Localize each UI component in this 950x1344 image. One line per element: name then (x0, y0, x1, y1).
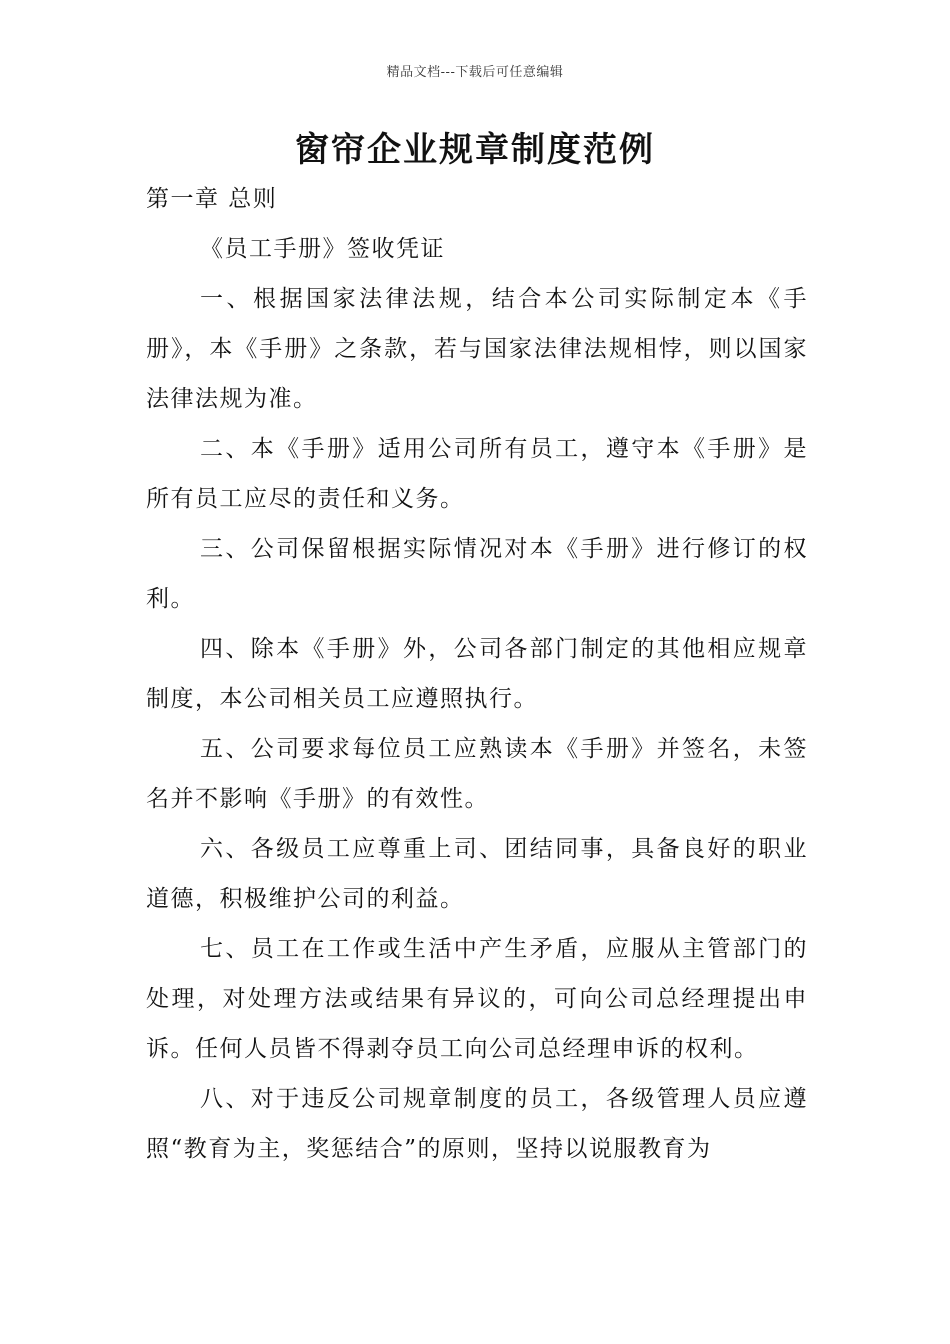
paragraph-4: 四、除本《手册》外，公司各部门制定的其他相应规章制度，本公司相关员工应遵照执行。 (146, 636, 808, 712)
paragraph-5: 五、公司要求每位员工应熟读本《手册》并签名，未签名并不影响《手册》的有效性。 (146, 736, 808, 812)
paragraph-7: 七、员工在工作或生活中产生矛盾，应服从主管部门的处理，对处理方法或结果有异议的，可向公司总经理提出申诉。任何人员皆不得剥夺员工向公司总经理申诉的权利。 (146, 936, 808, 1062)
paragraph-2: 二、本《手册》适用公司所有员工，遵守本《手册》是所有员工应尽的责任和义务。 (146, 436, 808, 512)
paragraph-6: 六、各级员工应尊重上司、团结同事，具备良好的职业道德，积极维护公司的利益。 (146, 836, 808, 912)
document-title: 窗帘企业规章制度范例 (295, 130, 655, 170)
chapter-heading: 第一章 总则 (146, 186, 278, 212)
paragraph-1: 一、根据国家法律法规，结合本公司实际制定本《手册》，本《手册》之条款，若与国家法律法规相悖，则以国家法律法规为准。 (146, 286, 808, 412)
paragraph-3: 三、公司保留根据实际情况对本《手册》进行修订的权利。 (146, 536, 808, 612)
receipt-heading: 《员工手册》签收凭证 (200, 236, 445, 262)
header-watermark: 精品文档---下载后可任意编辑 (386, 65, 564, 80)
paragraph-8: 八、对于违反公司规章制度的员工，各级管理人员应遵照“教育为主，奖惩结合”的原则，坚持以说服教育为 (146, 1086, 808, 1162)
document-body (146, 174, 808, 1174)
